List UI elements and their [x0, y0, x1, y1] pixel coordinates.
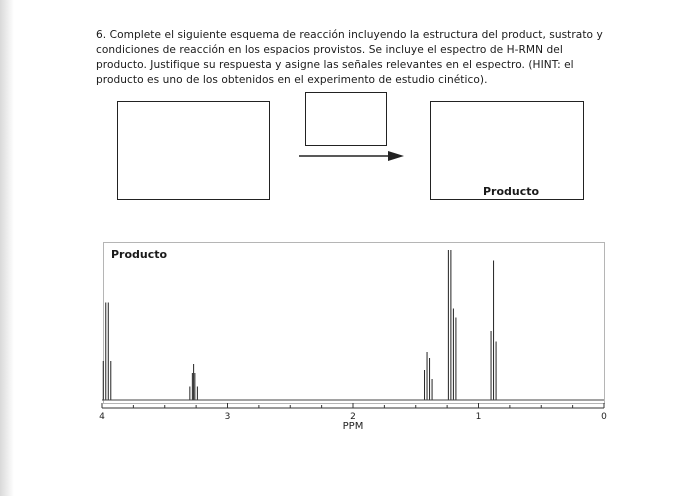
ppm-tick-label: 0	[601, 412, 607, 422]
ppm-tick-label: 3	[224, 412, 231, 422]
ppm-tick-label: 2	[350, 412, 356, 422]
ppm-tick-label: 1	[475, 412, 482, 422]
ppm-axis-label: PPM	[342, 421, 364, 432]
spectrum-title: Producto	[111, 248, 168, 261]
product-box-label: Producto	[483, 185, 540, 198]
question-text: 6. Complete el siguiente esquema de reacción incluyendo la estructura del product, sustrato y condiciones de reacción en los espacios provistos. Se incluye el espectro de H-RMN del producto. Justifique su respuesta y asigne las señales relevantes en el espectro. (HINT: el producto es uno de los obtenidos en el experimento de estudio cinético).	[96, 29, 603, 86]
ppm-tick-label: 4	[99, 412, 105, 422]
